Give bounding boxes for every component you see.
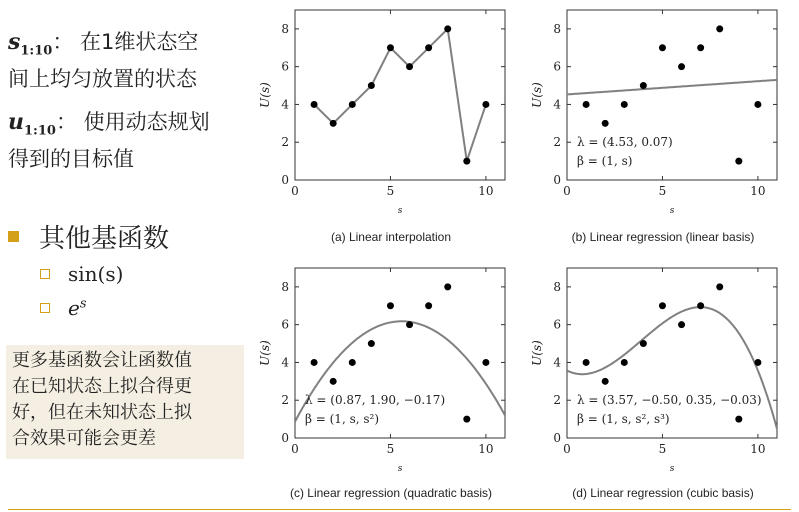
y-tick-label: 8 [553,21,561,36]
data-point [482,101,489,108]
data-point [349,359,356,366]
y-tick-label: 6 [281,59,289,74]
data-point [716,25,723,32]
lambda-annotation: λ = (4.53, 0.07) [577,135,673,149]
u-definition: $u_{1:10}$： 使用动态规划 得到的目标值 [8,109,210,172]
beta-annotation: β = (1, s, s²) [305,412,380,426]
data-point [311,101,318,108]
data-point [697,44,704,51]
u-symbol: $u_{1:10}$ [8,109,56,139]
x-tick-label: 5 [386,442,395,456]
bottom-divider [8,509,791,510]
hollow-square-bullet-icon [40,303,50,313]
data-point [640,340,647,347]
beta-annotation: β = (1, s, s², s³) [577,412,670,426]
caption-a: (a) Linear interpolation [330,230,452,244]
caption-c: (c) Linear regression (quadratic basis) [289,486,493,500]
x-tick-label: 0 [291,184,299,198]
x-tick-label: 0 [563,184,571,198]
lambda-annotation: λ = (3.57, −0.50, 0.35, −0.03) [577,393,762,407]
hollow-square-bullet-icon [40,269,50,279]
data-point [368,340,375,347]
data-point [387,44,394,51]
data-point [640,82,647,89]
s-definition: $s_{1:10}$： 在1维状态空 间上均匀放置的状态 [8,29,199,92]
data-point [583,359,590,366]
y-tick-label: 4 [281,355,289,370]
beta-annotation: β = (1, s) [577,154,633,168]
caption-d: (d) Linear regression (cubic basis) [572,486,754,500]
x-axis-label: s [669,464,675,474]
x-axis-label: s [397,464,403,474]
y-tick-label: 8 [553,279,561,294]
data-point [425,302,432,309]
data-point [406,63,413,70]
lambda-annotation: λ = (0.87, 1.90, −0.17) [305,393,446,407]
data-point [697,302,704,309]
data-point [735,158,742,165]
y-tick-label: 2 [553,135,561,150]
data-point [754,359,761,366]
charts-area [255,0,799,505]
chart-quadratic-basis [255,258,527,483]
data-point [463,158,470,165]
x-tick-label: 10 [478,442,494,456]
data-point [311,359,318,366]
data-point [716,283,723,290]
data-point [406,321,413,328]
data-point [678,63,685,70]
y-tick-label: 6 [553,317,561,332]
y-axis-label: U(s) [258,82,272,108]
data-point [444,25,451,32]
sub-bullet-exp: $e^s$ [40,296,87,320]
x-axis-label: s [397,206,403,216]
x-tick-label: 5 [386,184,395,198]
data-point [330,378,337,385]
y-tick-label: 0 [281,173,289,187]
data-point [602,120,609,127]
data-point [330,120,337,127]
square-bullet-icon [8,231,19,242]
y-tick-label: 0 [553,431,561,445]
y-axis-label: U(s) [530,340,544,366]
x-tick-label: 0 [291,442,299,456]
x-tick-label: 10 [750,184,766,198]
data-point [659,302,666,309]
left-panel [0,0,260,512]
y-tick-label: 8 [281,279,289,294]
y-tick-label: 2 [281,135,289,150]
note-box: 更多基函数会让函数值 在已知状态上拟合得更 好，但在未知状态上拟 合效果可能会更差 [6,345,244,459]
data-point [602,378,609,385]
x-axis-label: s [669,206,675,216]
s-symbol: $s_{1:10}$ [8,29,53,59]
data-point [678,321,685,328]
y-tick-label: 2 [553,393,561,408]
y-tick-label: 2 [281,393,289,408]
y-tick-label: 0 [553,173,561,187]
x-tick-label: 0 [563,442,571,456]
data-point [621,359,628,366]
chart-linear-interpolation [255,0,527,225]
data-point [659,44,666,51]
data-point [754,101,761,108]
x-tick-label: 10 [478,184,494,198]
data-point [444,283,451,290]
data-point [583,101,590,108]
fit-curve [314,29,486,161]
data-point [621,101,628,108]
y-tick-label: 4 [281,97,289,112]
data-point [349,101,356,108]
y-tick-label: 8 [281,21,289,36]
data-point [463,416,470,423]
y-tick-label: 4 [553,97,561,112]
chart-linear-basis [527,0,799,225]
y-axis-label: U(s) [258,340,272,366]
bullet-other-basis-functions: 其他基函数 [8,218,169,255]
sub-bullet-sin: sin(s) [40,262,123,286]
caption-b: (b) Linear regression (linear basis) [571,230,755,244]
x-tick-label: 5 [658,184,667,198]
y-tick-label: 4 [553,355,561,370]
data-point [482,359,489,366]
data-point [425,44,432,51]
y-tick-label: 6 [281,317,289,332]
data-point [735,416,742,423]
y-tick-label: 6 [553,59,561,74]
data-point [387,302,394,309]
x-tick-label: 5 [658,442,667,456]
x-tick-label: 10 [750,442,766,456]
fit-curve [567,307,777,429]
fit-curve [567,80,777,95]
plot-frame [295,10,505,180]
y-axis-label: U(s) [530,82,544,108]
y-tick-label: 0 [281,431,289,445]
data-point [368,82,375,89]
chart-cubic-basis [527,258,799,483]
